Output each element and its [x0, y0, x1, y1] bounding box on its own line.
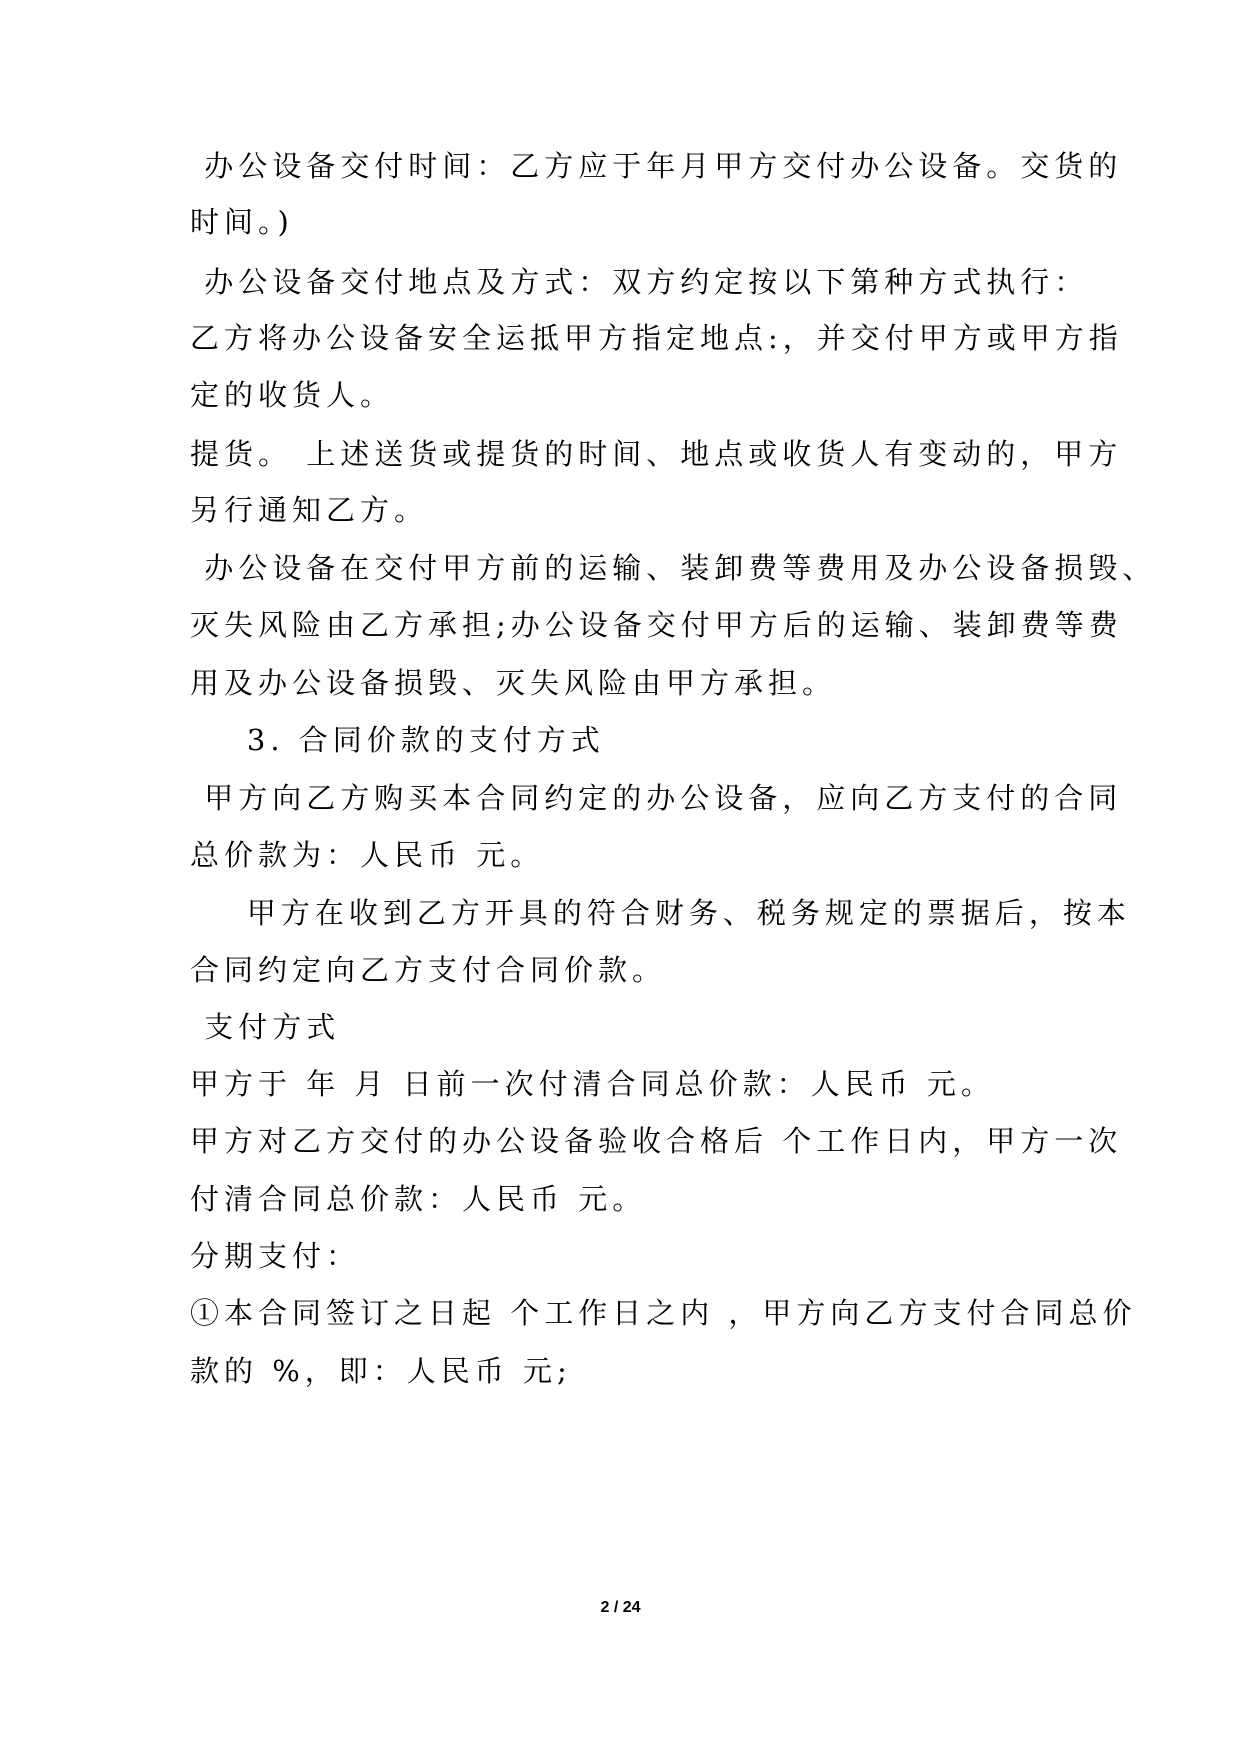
- text-line: 灭失风险由乙方承担;办公设备交付甲方后的运输、装卸费等费: [190, 608, 1123, 642]
- text-line: 提货。 上述送货或提货的时间、地点或收货人有变动的，甲方: [190, 437, 1123, 471]
- text-line: 时间。): [190, 205, 294, 239]
- text-line: 总价款为：人民币 元。: [190, 838, 545, 872]
- text-line: 支付方式: [190, 1010, 341, 1044]
- text-line: 另行通知乙方。: [190, 493, 429, 527]
- text-line: 乙方将办公设备安全运抵甲方指定地点:，并交付甲方或甲方指: [190, 321, 1123, 355]
- text-line: ①本合同签订之日起 个工作日之内 ，甲方向乙方支付合同总价: [190, 1296, 1137, 1330]
- text-line: 分期支付：: [190, 1239, 361, 1273]
- page-number: 2 / 24: [600, 1599, 641, 1616]
- text-line: 用及办公设备损毁、灭失风险由甲方承担。: [190, 666, 837, 700]
- text-line: 甲方于 年 月 日前一次付清合同总价款：人民币 元。: [190, 1067, 995, 1101]
- text-line: 办公设备交付时间：乙方应于年月甲方交付办公设备。交货的: [190, 149, 1123, 183]
- section-heading: 3. 合同价款的支付方式: [190, 723, 605, 757]
- text-line: 合同约定向乙方支付合同价款。: [190, 953, 667, 987]
- text-line: 甲方在收到乙方开具的符合财务、税务规定的票据后，按本: [190, 896, 1131, 930]
- text-line: 定的收货人。: [190, 378, 395, 412]
- text-line: 办公设备在交付甲方前的运输、装卸费等费用及办公设备损毁、: [190, 551, 1157, 585]
- text-line: 付清合同总价款：人民币 元。: [190, 1182, 647, 1216]
- text-line: 甲方对乙方交付的办公设备验收合格后 个工作日内，甲方一次: [190, 1124, 1123, 1158]
- text-line: 办公设备交付地点及方式：双方约定按以下第种方式执行：: [190, 265, 1089, 299]
- text-line: 款的 %，即：人民币 元;: [190, 1354, 572, 1388]
- text-line: 甲方向乙方购买本合同约定的办公设备，应向乙方支付的合同: [190, 781, 1123, 815]
